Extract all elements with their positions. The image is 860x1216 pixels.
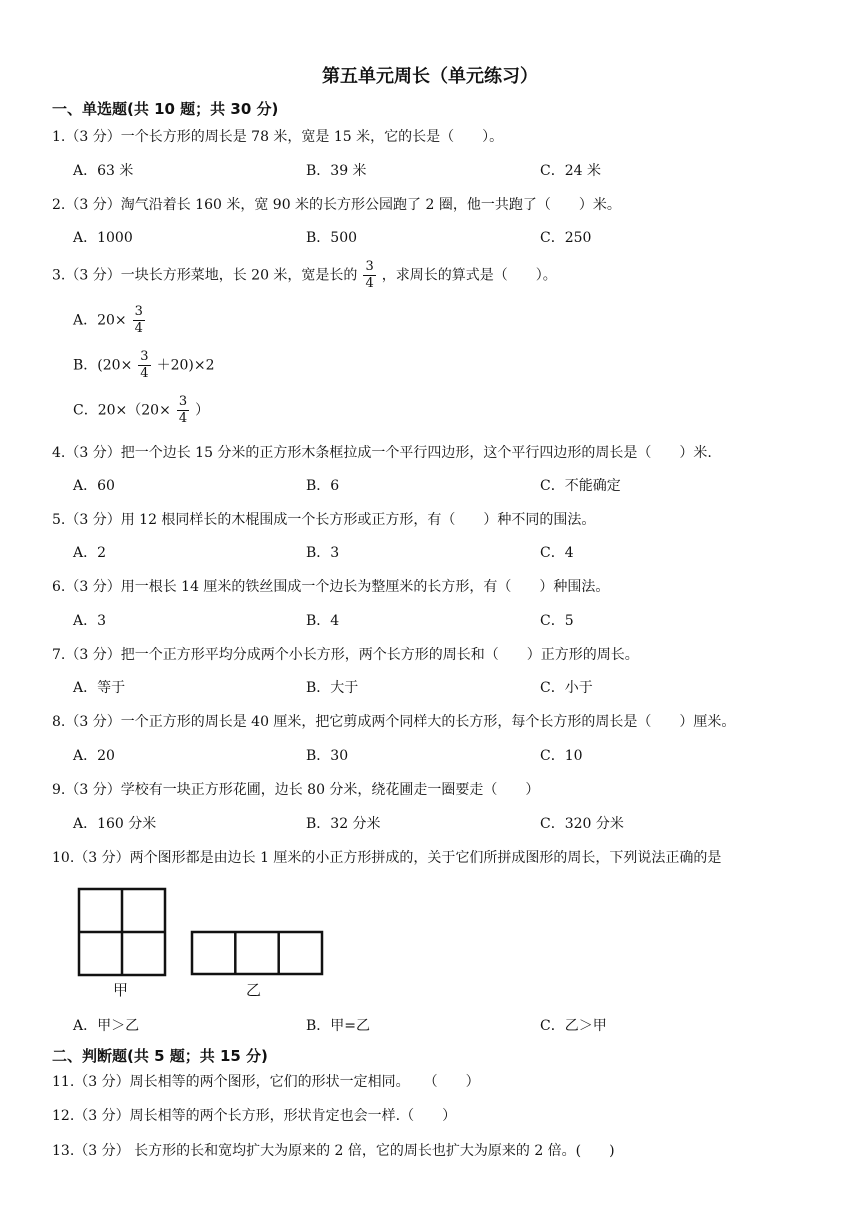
q5-option-c: C．4: [540, 545, 574, 561]
fraction-numerator: 3: [140, 349, 149, 364]
section-heading-single-choice: 一、单选题(共 10 题；共 30 分): [52, 100, 279, 118]
q1-option-c: C．24 米: [540, 163, 601, 179]
q8-option-b: B．30: [306, 748, 349, 764]
q6-option-c: C．5: [540, 613, 574, 629]
q7-option-c: C．小于: [540, 680, 593, 696]
q2-option-c: C．250: [540, 230, 592, 246]
q10-option-a: A．甲＞乙: [73, 1018, 140, 1034]
q10-option-b: B．甲=乙: [306, 1018, 371, 1034]
question-4: 4.（3 分）把一个边长 15 分米的正方形木条框拉成一个平行四边形，这个平行四边形的周长是（ ）米.: [52, 445, 712, 461]
fraction: [138, 349, 150, 382]
q5-option-b: B．3: [306, 545, 340, 561]
fraction-numerator: 3: [365, 259, 374, 274]
fraction: [133, 304, 145, 337]
q3-option-c-text: C．20×（20×: [73, 402, 171, 419]
q6-option-a: A．3: [73, 613, 107, 629]
q9-option-c: C．320 分米: [540, 816, 624, 832]
q2-option-a: A．1000: [73, 230, 133, 246]
figure-yi-1x3-strip: [189, 929, 325, 977]
q10-option-c: C．乙＞甲: [540, 1018, 607, 1034]
q2-option-b: B．500: [306, 230, 358, 246]
q4-option-a: A．60: [73, 478, 115, 494]
q9-option-b: B．32 分米: [306, 816, 381, 832]
q3-stem-post: ，求周长的算式是（ ）。: [381, 267, 557, 284]
q4-option-b: B．6: [306, 478, 340, 494]
q1-option-a: A．63 米: [73, 163, 134, 179]
fraction: [363, 259, 375, 292]
question-3: [52, 259, 557, 292]
question-8: 8.（3 分）一个正方形的周长是 40 厘米，把它剪成两个同样大的长方形，每个长方形的周长是（ ）厘米。: [52, 714, 736, 730]
question-7: 7.（3 分）把一个正方形平均分成两个小长方形，两个长方形的周长和（ ）正方形的周长。: [52, 647, 639, 663]
fraction: [177, 394, 189, 427]
fraction-denominator: 4: [140, 366, 149, 381]
q3-option-b-text: B．(20×: [73, 357, 133, 374]
question-13: 13.（3 分） 长方形的长和宽均扩大为原来的 2 倍，它的周长也扩大为原来的 2 倍。( ): [52, 1143, 615, 1159]
q7-option-b: B．大于: [306, 680, 359, 696]
q3-option-a-text: A．20×: [73, 312, 127, 329]
question-12: 12.（3 分）周长相等的两个长方形，形状肯定也会一样.（ ）: [52, 1108, 457, 1124]
q3-option-b: [73, 349, 215, 382]
question-9: 9.（3 分）学校有一块正方形花圃，边长 80 分米，绕花圃走一圈要走（ ）: [52, 782, 540, 798]
q1-option-b: B．39 米: [306, 163, 367, 179]
question-11: 11.（3 分）周长相等的两个图形，它们的形状一定相同。 （ ）: [52, 1074, 480, 1090]
q8-option-c: C．10: [540, 748, 583, 764]
question-2: 2.（3 分）淘气沿着长 160 米，宽 90 米的长方形公园跑了 2 圈，他一共跑了（ ）米。: [52, 197, 621, 213]
section-heading-true-false: 二、判断题(共 5 题；共 15 分): [52, 1047, 268, 1065]
q3-option-c: [73, 394, 209, 427]
q5-option-a: A．2: [73, 545, 107, 561]
fraction-denominator: 4: [134, 321, 143, 336]
q9-option-a: A．160 分米: [73, 816, 157, 832]
question-10: 10.（3 分）两个图形都是由边长 1 厘米的小正方形拼成的，关于它们所拼成图形的周长，下列说法正确的是: [52, 850, 722, 866]
fraction-numerator: 3: [134, 304, 143, 319]
page-title: 第五单元周长（单元练习）: [322, 66, 538, 87]
q6-option-b: B．4: [306, 613, 340, 629]
q3-option-b-text-end: ＋20)×2: [156, 357, 215, 374]
q7-option-a: A．等于: [73, 680, 126, 696]
q3-option-a: [73, 304, 151, 337]
q3-option-c-text-end: ）: [195, 402, 210, 419]
figure-yi-outline: [192, 932, 322, 974]
figure-jia-label: 甲: [113, 981, 129, 999]
fraction-denominator: 4: [178, 411, 188, 426]
question-6: 6.（3 分）用一根长 14 厘米的铁丝围成一个边长为整厘米的长方形，有（ ）种围法。: [52, 579, 610, 595]
q3-stem-pre: 3.（3 分）一块长方形菜地，长 20 米，宽是长的: [52, 267, 358, 284]
fraction-denominator: 4: [365, 276, 374, 291]
q8-option-a: A．20: [73, 748, 115, 764]
question-1: 1.（3 分）一个长方形的周长是 78 米，宽是 15 米，它的长是（ ）。: [52, 129, 504, 145]
figure-yi-label: 乙: [246, 981, 262, 999]
question-5: 5.（3 分）用 12 根同样长的木棍围成一个长方形或正方形，有（ ）种不同的围法。: [52, 512, 596, 528]
q4-option-c: C．不能确定: [540, 478, 621, 494]
figure-jia-2x2-grid: [76, 886, 168, 978]
fraction-numerator: 3: [178, 394, 188, 409]
